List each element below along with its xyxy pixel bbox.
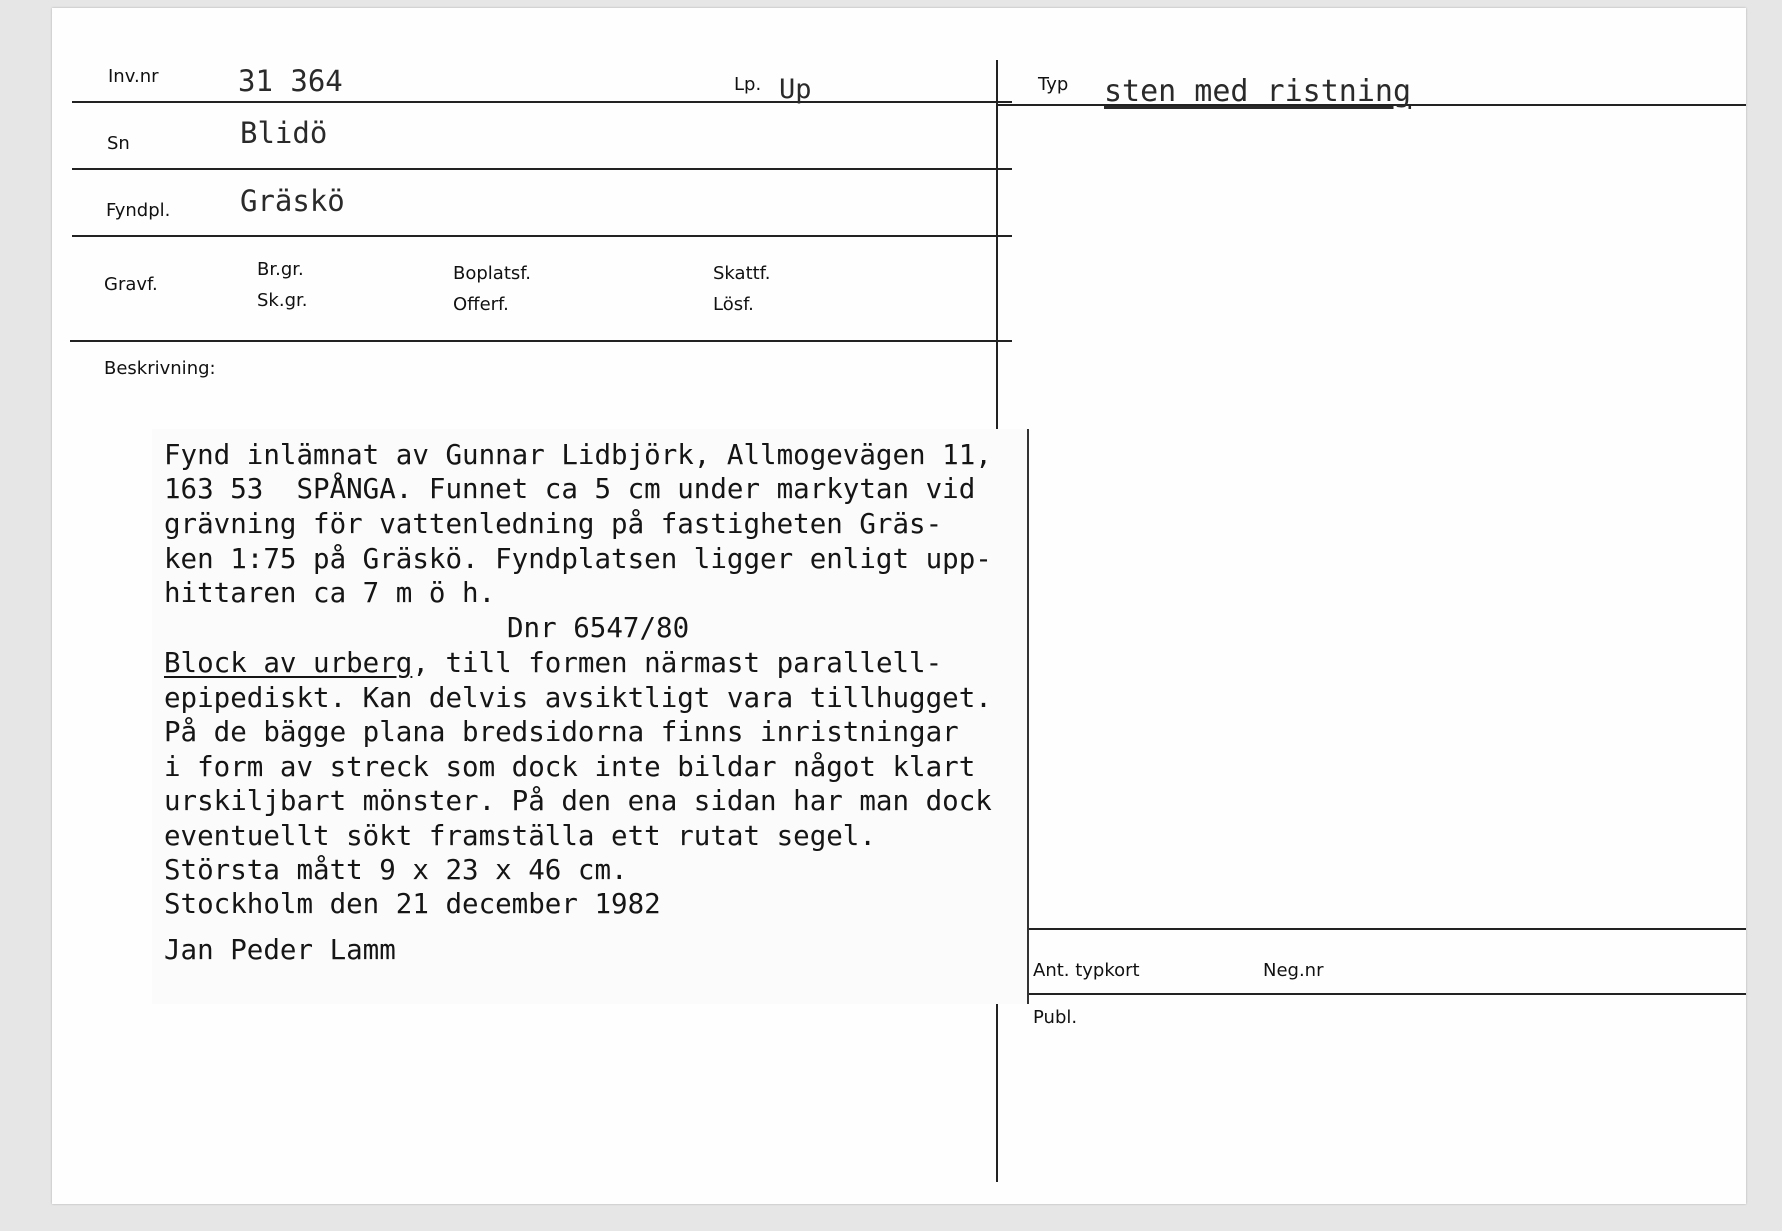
description-line: På de bägge plana bredsidorna finns inristningar (164, 716, 959, 748)
rule-fyndpl (72, 235, 1012, 237)
description-slip (152, 429, 1029, 1004)
description-line: 163 53 SPÅNGA. Funnet ca 5 cm under markytan vid (164, 473, 976, 505)
invnr-value: 31 364 (238, 64, 343, 98)
catalog-card (52, 8, 1746, 1204)
description-line (164, 647, 943, 679)
description-line: hittaren ca 7 m ö h. (164, 577, 496, 609)
rule-publ-top (998, 993, 1746, 995)
skattf-label: Skattf. (713, 263, 771, 284)
description-line: Stockholm den 21 december 1982 (164, 888, 661, 920)
description-line: Största mått 9 x 23 x 46 cm. (164, 854, 628, 886)
signature: Jan Peder Lamm (164, 934, 396, 966)
description-line: i form av streck som dock inte bildar något klart (164, 751, 976, 783)
offerf-label: Offerf. (453, 294, 509, 315)
beskrivning-label: Beskrivning: (104, 358, 216, 379)
rule-sn (72, 168, 1012, 170)
description-line: eventuellt sökt framställa ett rutat segel. (164, 820, 876, 852)
lp-label: Lp. (734, 74, 762, 95)
gravf-label: Gravf. (104, 274, 158, 295)
brgr-label: Br.gr. (257, 259, 304, 280)
skgr-label: Sk.gr. (257, 290, 308, 311)
fyndpl-label: Fyndpl. (106, 200, 171, 221)
rule-gravf (70, 340, 1012, 342)
invnr-label: Inv.nr (108, 66, 159, 87)
losf-label: Lösf. (713, 294, 754, 315)
publ-label: Publ. (1033, 1007, 1078, 1028)
description-line: grävning för vattenledning på fastigheten Gräs- (164, 508, 943, 540)
lp-value: Up (779, 74, 812, 105)
description-line: Fynd inlämnat av Gunnar Lidbjörk, Allmogevägen 11, (164, 439, 992, 471)
description-line: urskiljbart mönster. På den ena sidan har man dock (164, 785, 992, 817)
typ-value: sten med ristning (1104, 74, 1412, 109)
sn-value: Blidö (240, 116, 328, 150)
material-underlined: Block av urberg (164, 647, 413, 679)
typ-label: Typ (1038, 74, 1069, 95)
fyndpl-value: Gräskö (240, 184, 345, 218)
boplatsf-label: Boplatsf. (453, 263, 532, 284)
rule-ant-typkort-top (998, 928, 1746, 930)
rule-invnr (72, 101, 1012, 103)
negnr-label: Neg.nr (1263, 960, 1324, 981)
ant-typkort-label: Ant. typkort (1033, 960, 1140, 981)
dnr-number: Dnr 6547/80 (507, 612, 690, 644)
description-line-rest: , till formen närmast parallell- (412, 647, 943, 679)
description-line: epipediskt. Kan delvis avsiktligt vara tillhugget. (164, 682, 992, 714)
description-line: ken 1:75 på Gräskö. Fyndplatsen ligger enligt upp- (164, 543, 992, 575)
sn-label: Sn (107, 133, 130, 154)
